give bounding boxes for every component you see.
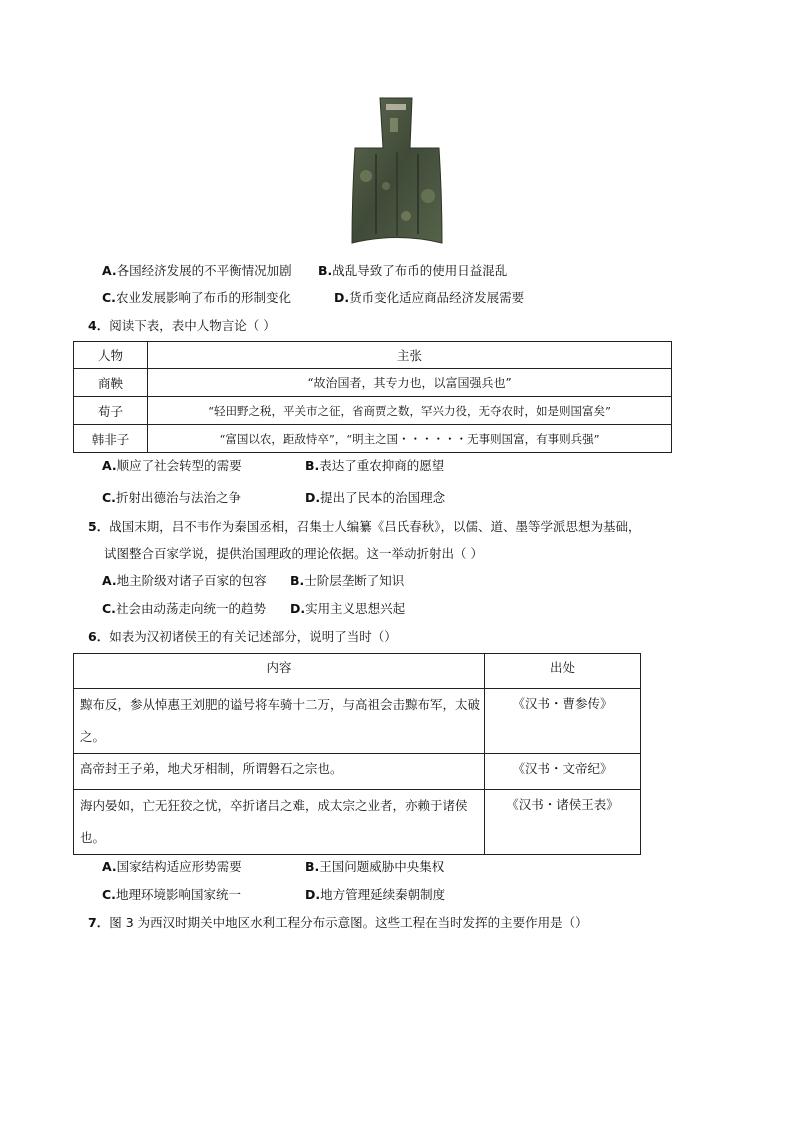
q6-option-b: B.王国问题威胁中央集权 [305, 859, 445, 874]
q6-row-content: 黥布反，参从悼惠王刘肥的谥号将车骑十二万，与高祖会击黥布军，太破之。 [74, 689, 485, 754]
question-4-stem: 4．阅读下表，表中人物言论（ ） [88, 318, 276, 333]
q5-option-a: A.地主阶级对诸子百家的包容 [102, 573, 267, 588]
q6-table [73, 653, 641, 855]
q4-row-claim: “富国以农，距敌恃卒”，“明主之国・・・・・・无事则国富，有事则兵强” [148, 425, 672, 453]
q3-option-b: B.战乱导致了布币的使用日益混乱 [318, 263, 508, 278]
q4-option-d: D.提出了民本的治国理念 [305, 490, 446, 505]
q4-option-b: B.表达了重农抑商的愿望 [305, 458, 445, 473]
q6-row-source: 《汉书・诸侯王表》 [485, 790, 641, 855]
q6-header-source: 出处 [485, 654, 641, 689]
question-6-stem: 6．如表为汉初诸侯王的有关记述部分，说明了当时（） [88, 629, 397, 644]
q4-row-claim: “轻田野之税，平关市之征，省商贾之数，罕兴力役，无夺农时，如是则国富矣” [148, 397, 672, 425]
q4-header-person: 人物 [74, 342, 148, 369]
q4-option-c: C.折射出德治与法治之争 [102, 490, 241, 505]
q6-header-content: 内容 [74, 654, 485, 689]
q5-option-d: D.实用主义思想兴起 [290, 601, 406, 616]
spade-coin-image [346, 96, 448, 248]
q6-row-source: 《汉书・文帝纪》 [485, 754, 641, 790]
question-5-stem-line2: 试图整合百家学说，提供治国理政的理论依据。这一举动折射出（ ） [104, 546, 483, 561]
q4-option-a: A.顺应了社会转型的需要 [102, 458, 242, 473]
q6-option-a: A.国家结构适应形势需要 [102, 859, 242, 874]
q6-row-content: 高帝封王子弟，地犬牙相制，所谓磐石之宗也。 [74, 754, 485, 790]
q6-row-source: 《汉书・曹参传》 [485, 689, 641, 754]
question-5-stem-line1: 5．战国末期，吕不韦作为秦国丞相，召集士人编纂《吕氏春秋》，以儒、道、墨等学派思想为基础， [88, 519, 641, 534]
q4-row-claim: “故治国者，其专力也，以富国强兵也” [148, 369, 672, 397]
question-7-stem: 7．图 3 为西汉时期关中地区水利工程分布示意图。这些工程在当时发挥的主要作用是（） [88, 915, 588, 930]
q5-option-c: C.社会由动荡走向统一的趋势 [102, 601, 266, 616]
q6-option-c: C.地理环境影响国家统一 [102, 887, 241, 902]
q4-row-person: 商鞅 [74, 369, 148, 397]
q4-table [73, 341, 672, 453]
q5-option-b: B.士阶层垄断了知识 [290, 573, 405, 588]
q3-option-a: A.各国经济发展的不平衡情况加剧 [102, 263, 292, 278]
q4-row-person: 韩非子 [74, 425, 148, 453]
q4-header-claim: 主张 [148, 342, 672, 369]
q3-option-c: C.农业发展影响了布币的形制变化 [102, 290, 291, 305]
q4-row-person: 荀子 [74, 397, 148, 425]
q3-option-d: D.货币变化适应商品经济发展需要 [334, 290, 525, 305]
q6-row-content: 海内晏如，亡无狂狡之忧，卒折诸吕之难，成太宗之业者，亦赖于诸侯也。 [74, 790, 485, 855]
q6-option-d: D.地方管理延续秦朝制度 [305, 887, 446, 902]
